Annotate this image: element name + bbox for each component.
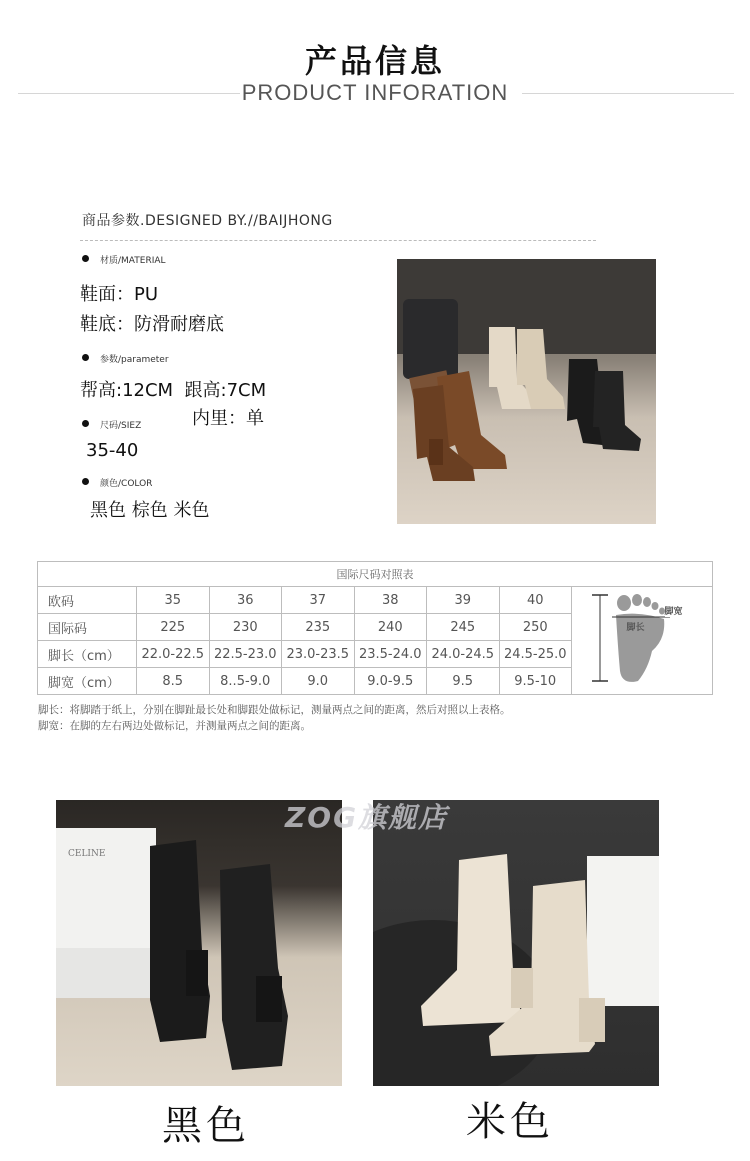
handbag-shape xyxy=(403,299,458,379)
table-cell: 22.0-22.5 xyxy=(137,641,210,668)
page-subtitle: PRODUCT INFORATION xyxy=(241,80,509,105)
beige-boots-illustration xyxy=(373,800,659,1086)
sole-material: 鞋底：防滑耐磨底 xyxy=(80,314,224,335)
size-label: 尺码/SIEZ xyxy=(100,421,142,431)
table-cell: 36 xyxy=(209,587,282,614)
black-boot-right xyxy=(220,864,288,1070)
table-cell: 24.5-25.0 xyxy=(499,641,572,668)
foot-diagram-cell xyxy=(572,587,713,695)
foot-length-label: 脚长 xyxy=(626,622,645,633)
table-cell: 235 xyxy=(282,614,355,641)
row-header: 脚宽（cm） xyxy=(38,668,137,695)
black-boots-photo xyxy=(56,800,342,1086)
boots-illustration xyxy=(397,259,656,524)
product-photo xyxy=(397,259,656,524)
foot-width-label: 脚宽 xyxy=(665,604,683,617)
table-cell: 9.5 xyxy=(427,668,500,695)
bullet-icon xyxy=(82,420,89,427)
measurement-notes xyxy=(38,702,511,734)
material-label: 材质/MATERIAL xyxy=(100,256,166,266)
store-watermark: ZOG旗舰店 xyxy=(285,801,449,834)
table-cell: 24.0-24.5 xyxy=(427,641,500,668)
table-cell: 22.5-23.0 xyxy=(209,641,282,668)
caption-black: 黑色 xyxy=(162,1103,250,1149)
table-cell: 240 xyxy=(354,614,427,641)
table-cell: 8.5 xyxy=(137,668,210,695)
box-brand-text: CELINE xyxy=(68,849,106,859)
row-header: 国际码 xyxy=(38,614,137,641)
table-row xyxy=(38,587,713,614)
designed-by-heading: 商品参数.DESIGNED BY.//BAIJHONG xyxy=(82,213,333,229)
table-cell: 23.0-23.5 xyxy=(282,641,355,668)
table-cell: 9.0 xyxy=(282,668,355,695)
note-foot-length: 脚长：将脚踏于纸上，分别在脚趾最长处和脚跟处做标记，测量两点之间的距离，然后对照以上表格。 xyxy=(38,704,511,716)
table-cell: 8..5-9.0 xyxy=(209,668,282,695)
dashed-divider xyxy=(80,240,596,241)
size-range: 35-40 xyxy=(86,440,139,461)
table-cell: 230 xyxy=(209,614,282,641)
parameter-label: 参数/parameter xyxy=(100,355,169,365)
foot-icon xyxy=(582,589,702,689)
table-cell: 250 xyxy=(499,614,572,641)
note-foot-width: 脚宽：在脚的左右两边处做标记，并测量两点之间的距离。 xyxy=(38,720,311,732)
bullet-icon xyxy=(82,255,89,262)
bullet-icon xyxy=(82,478,89,485)
lining-spec: 内里：单 xyxy=(192,408,264,429)
page-title: 产品信息 xyxy=(304,42,445,80)
bullet-icon xyxy=(82,354,89,361)
black-boots-illustration xyxy=(56,800,342,1086)
shoe-box-shape xyxy=(56,828,156,948)
table-cell: 40 xyxy=(499,587,572,614)
row-header: 脚长（cm） xyxy=(38,641,137,668)
table-cell: 39 xyxy=(427,587,500,614)
table-cell: 245 xyxy=(427,614,500,641)
beige-boots-photo xyxy=(373,800,659,1086)
upper-material: 鞋面：PU xyxy=(80,284,159,305)
table-cell: 37 xyxy=(282,587,355,614)
size-chart-title: 国际尺码对照表 xyxy=(38,562,713,587)
color-label: 颜色/COLOR xyxy=(100,479,153,489)
row-header: 欧码 xyxy=(38,587,137,614)
shoe-box-shape xyxy=(587,856,659,1006)
table-cell: 38 xyxy=(354,587,427,614)
table-title-row xyxy=(38,562,713,587)
table-cell: 35 xyxy=(137,587,210,614)
table-cell: 225 xyxy=(137,614,210,641)
table-cell: 9.0-9.5 xyxy=(354,668,427,695)
black-boot-left xyxy=(150,840,210,1042)
caption-beige: 米色 xyxy=(466,1099,554,1145)
color-options: 黑色 棕色 米色 xyxy=(90,500,210,521)
size-chart-table xyxy=(37,561,713,695)
table-cell: 9.5-10 xyxy=(499,668,572,695)
height-spec: 帮高:12CM 跟高:7CM xyxy=(80,380,267,401)
table-cell: 23.5-24.0 xyxy=(354,641,427,668)
